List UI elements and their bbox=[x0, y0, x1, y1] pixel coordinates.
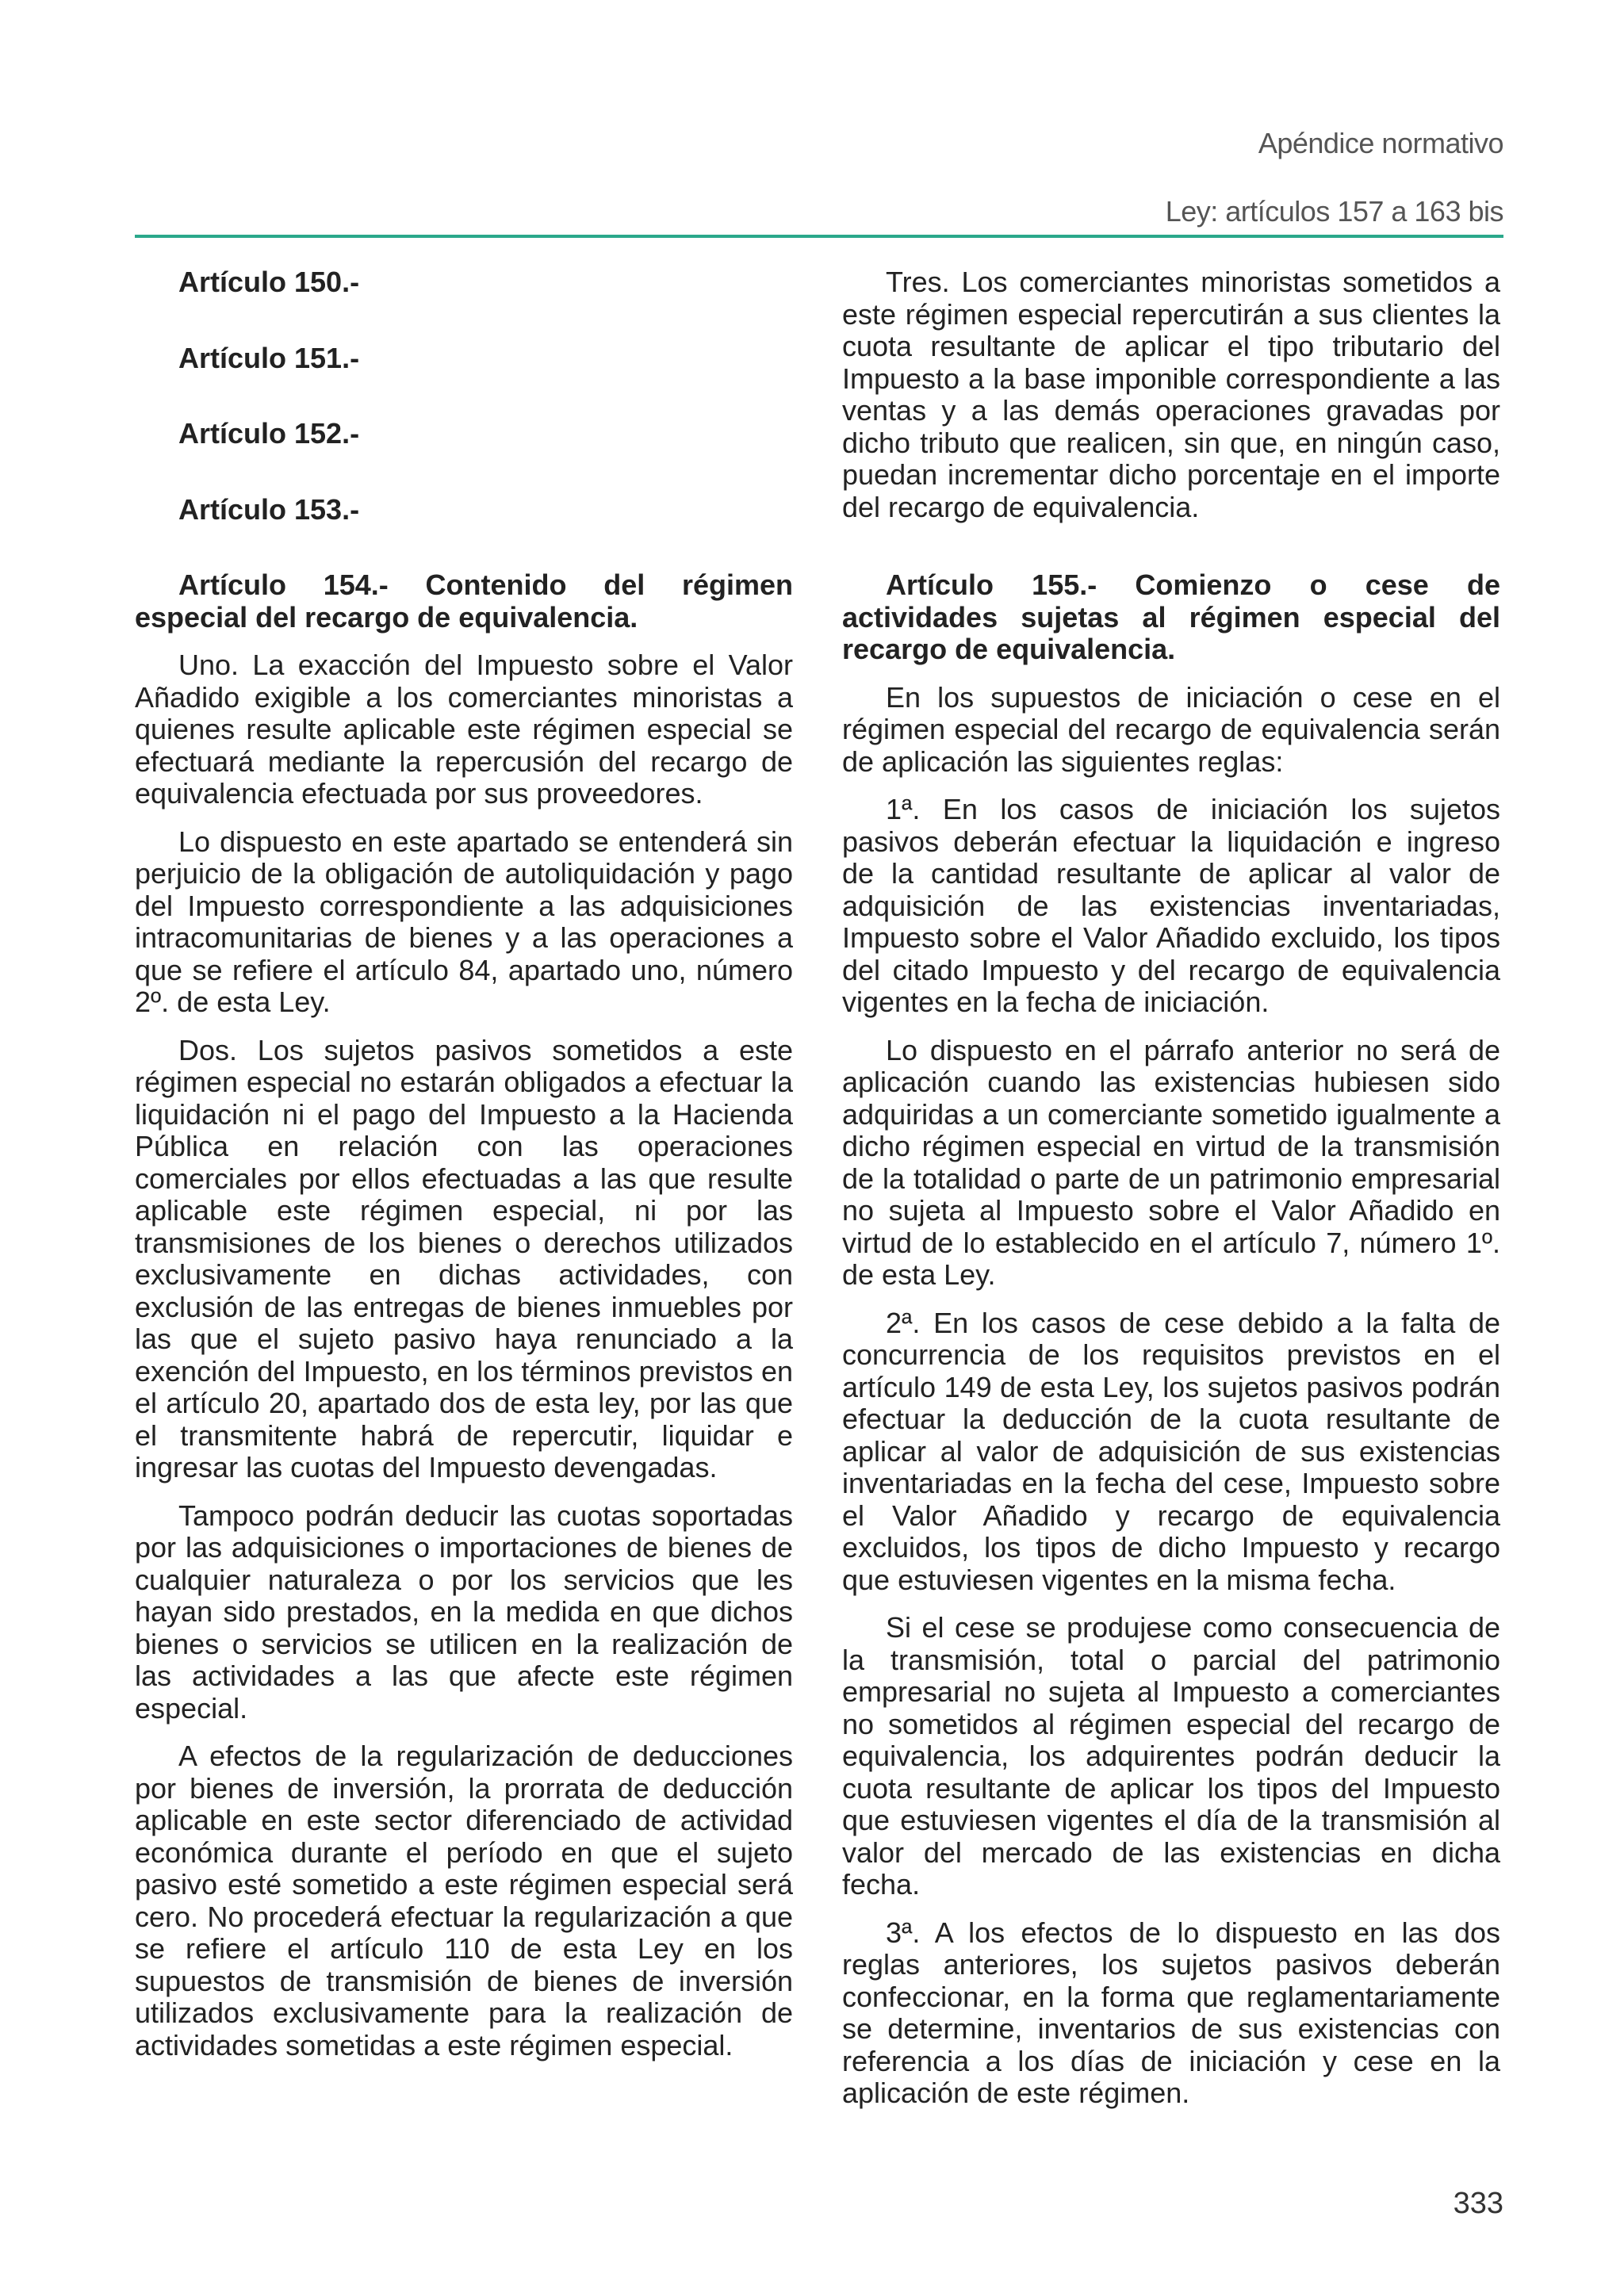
header-rule bbox=[135, 235, 1503, 238]
article-heading: Artículo 152.- bbox=[178, 417, 360, 450]
paragraph: Dos. Los sujetos pasivos sometidos a este régimen especial no estarán obligados a efectuar la liquidación ni el pago del Impuesto a la Hacienda Pública en relación con las operaciones comerciales por ellos efectuadas a las que resulte aplicable este régimen especial, ni por las transmisiones de los bienes o derechos utilizados exclusivamente en dichas actividades, con exclusión de las entregas de bienes inmuebles por las que el sujeto pasivo haya renunciado a la exención del Impuesto, en los términos previstos en el artículo 20, apartado dos de esta ley, por las que el transmitente habrá de repercutir, liquidar e ingresar las cuotas del Impuesto devengadas. bbox=[135, 1033, 793, 1483]
running-head-section: Apéndice normativo bbox=[1258, 127, 1503, 159]
article-heading: Artículo 151.- bbox=[178, 341, 360, 374]
page-number: 333 bbox=[1453, 2187, 1503, 2220]
paragraph: Lo dispuesto en este apartado se entenderá sin perjuicio de la obligación de autoliquidación y pago del Impuesto correspondiente a las adquisiciones intracomunitarias de bienes y a las operaciones a que se refiere el artículo 84, apartado uno, número 2º. de esta Ley. bbox=[135, 825, 793, 1018]
paragraph: Uno. La exacción del Impuesto sobre el Valor Añadido exigible a los comerciantes minoristas a quienes resulte aplicable este régimen especial se efectuará mediante la repercusión del recargo de equivalencia efectuada por sus proveedores. bbox=[135, 649, 793, 810]
article-heading: Artículo 153.- bbox=[178, 492, 360, 526]
running-head-subsection: Ley: artículos 157 a 163 bis bbox=[1165, 195, 1503, 228]
article-154-title: Artículo 154.- Contenido del régimen especial del recargo de equivalencia. bbox=[135, 568, 793, 634]
paragraph: 3ª. A los efectos de lo dispuesto en las dos reglas anteriores, los sujetos pasivos deberán confeccionar, en la forma que reglamentariamente se determine, inventarios de sus existencias con referencia a los días de iniciación y cese en la aplicación de este régimen. bbox=[842, 1916, 1500, 2109]
paragraph: Si el cese se produjese como consecuencia de la transmisión, total o parcial del patrimonio empresarial no sujeta al Impuesto a comerciantes no sometidos al régimen especial del recargo de equivalencia, los adquirentes podrán deducir la cuota resultante de aplicar los tipos del Impuesto que estuviesen vigentes el día de la transmisión al valor del mercado de las existencias en dicha fecha. bbox=[842, 1611, 1500, 1901]
paragraph: 2ª. En los casos de cese debido a la falta de concurrencia de los requisitos previstos en el artículo 149 de esta Ley, los sujetos pasivos podrán efectuar la deducción de la cuota resultante de aplicar al valor de adquisición de sus existencias inventariadas en la fecha del cese, Impuesto sobre el Valor Añadido y recargo de equivalencia excluidos, los tipos de dicho Impuesto y recargo que estuviesen vigentes en la misma fecha. bbox=[842, 1306, 1500, 1596]
article-155-title: Artículo 155.- Comienzo o cese de actividades sujetas al régimen especial del recargo de equivalencia. bbox=[842, 568, 1500, 665]
paragraph: A efectos de la regularización de deducciones por bienes de inversión, la prorrata de deducción aplicable en este sector diferenciado de actividad económica durante el período en que el sujeto pasivo esté sometido a este régimen especial será cero. No procederá efectuar la regularización a que se refiere el artículo 110 de esta Ley en los supuestos de transmisión de bienes de inversión utilizados exclusivamente para la realización de actividades sometidas a este régimen especial. bbox=[135, 1740, 793, 2061]
right-column bbox=[842, 266, 1500, 2126]
paragraph: Tampoco podrán deducir las cuotas soportadas por las adquisiciones o importaciones de bienes de cualquier naturaleza o por los servicios que les hayan sido prestados, en la medida en que dichos bienes o servicios se utilicen en la realización de las actividades a las que afecte este régimen especial. bbox=[135, 1499, 793, 1725]
paragraph: 1ª. En los casos de iniciación los sujetos pasivos deberán efectuar la liquidación e ingreso de la cantidad resultante de aplicar al valor de adquisición de las existencias inventariadas, Impuesto sobre el Valor Añadido excluido, los tipos del citado Impuesto y del recargo de equivalencia vigentes en la fecha de iniciación. bbox=[842, 793, 1500, 1018]
left-column bbox=[135, 266, 793, 2077]
article-heading: Artículo 150.- bbox=[178, 266, 360, 298]
paragraph: Tres. Los comerciantes minoristas sometidos a este régimen especial repercutirán a sus clientes la cuota resultante de aplicar el tipo tributario del Impuesto a la base imponible correspondiente a las ventas y a las demás operaciones gravadas por dicho tributo que realicen, sin que, en ningún caso, puedan incrementar dicho porcentaje en el importe del recargo de equivalencia. bbox=[842, 266, 1500, 523]
paragraph: En los supuestos de iniciación o cese en el régimen especial del recargo de equivalencia serán de aplicación las siguientes reglas: bbox=[842, 680, 1500, 778]
paragraph: Lo dispuesto en el párrafo anterior no será de aplicación cuando las existencias hubiesen sido adquiridas a un comerciante sometido igualmente a dicho régimen especial en virtud de la transmisión de la totalidad o parte de un patrimonio empresarial no sujeta al Impuesto sobre el Valor Añadido en virtud de lo establecido en el artículo 7, número 1º. de esta Ley. bbox=[842, 1033, 1500, 1291]
